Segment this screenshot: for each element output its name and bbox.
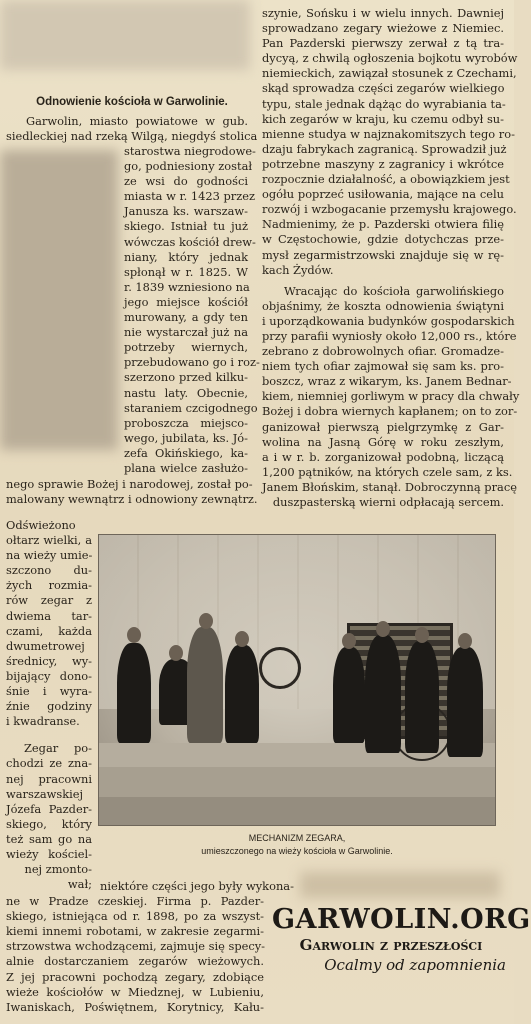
blurred-footer-area xyxy=(300,872,500,898)
text-line: jego miejsce kościół xyxy=(124,294,248,309)
text-line: szerzono przed kilku- xyxy=(124,370,248,385)
text-line: 1,200 pątników, na których czele sam, z ks. xyxy=(262,464,513,479)
text-line: rów zegar z xyxy=(6,593,92,608)
text-line: przebudowano go i roz- xyxy=(124,355,260,370)
text-line: niany, który jednak xyxy=(124,249,248,264)
text-line: i kwadranse. xyxy=(6,714,80,729)
text-line: zebrano z dobrowolnych ofiar. Gromadze- xyxy=(262,344,504,359)
photo-caption xyxy=(100,832,494,858)
photo-step xyxy=(99,767,495,797)
text-line: ganizował pierwszą pielgrzymkę z Gar- xyxy=(262,419,504,434)
caption-title: MECHANIZM ZEGARA, xyxy=(248,833,346,843)
text-line: nego sprawie Bożej i narodowej, został po- xyxy=(6,477,253,491)
text-line: wego, jubilata, ks. Jó- xyxy=(124,430,248,445)
text-line: czami, każda xyxy=(6,623,92,638)
person-figure xyxy=(117,643,151,743)
blurred-image-area xyxy=(0,150,118,450)
text-line: staraniem czcigodnego xyxy=(124,400,258,415)
text-line: objaśnimy, że koszta odnowienia świątyni xyxy=(262,298,504,313)
text-line: chodzi ze zna- xyxy=(6,756,92,771)
person-head xyxy=(169,645,183,661)
blurred-header-area xyxy=(0,0,250,70)
person-figure xyxy=(333,647,365,743)
text-line: miasta w r. 1423 przez xyxy=(124,189,255,204)
text-line: też sam go na xyxy=(6,831,92,846)
text-line: niektóre części jego były wykona- xyxy=(100,879,294,893)
watermark-motto: Ocalmy od zapomnienia xyxy=(324,956,506,974)
text-line: rozwój i wzbogacanie przemysłu krajowego. xyxy=(262,202,517,217)
text-line: r. 1839 wzniesiono na xyxy=(124,279,250,294)
text-line: ze wsi do godności xyxy=(124,174,248,189)
text-line: boszcz, wraz z wikarym, ks. Janem Bednar- xyxy=(262,374,512,389)
text-line: spłonął w r. 1825. W xyxy=(124,264,248,279)
text-line: niem tych ofiar zajmował się sam ks. pro- xyxy=(262,359,504,374)
left-column-top xyxy=(6,114,258,144)
text-line: potrzeby wiernych, xyxy=(124,340,248,355)
text-line: ogółu poprzeć usiłowania, mające na celu xyxy=(262,187,504,202)
text-line: dwiema tar- xyxy=(6,608,92,623)
text-line: go, podniesiony został xyxy=(124,159,253,174)
text-line: Wracając do kościoła garwolińskiego xyxy=(284,283,504,298)
person-head xyxy=(235,631,249,647)
text-line: warszawskiej xyxy=(6,786,84,801)
text-line: typu, stale jednak dążąc do wyrabiania ta- xyxy=(262,96,506,111)
text-line: ne w Pradze czeskiej. Firma p. Pazder- xyxy=(6,894,264,909)
text-line: Odświeżono xyxy=(6,518,76,532)
text-line: Zegar po- xyxy=(24,741,92,756)
text-line: szczono du- xyxy=(6,563,92,578)
text-line: alnie dostarczaniem zegarów wieżowych. xyxy=(6,954,264,969)
text-line: ołtarz wielki, a xyxy=(6,533,92,548)
person-head xyxy=(458,633,472,649)
text-line: malowany wewnątrz i odnowiony zewnątrz. xyxy=(6,492,258,507)
text-line: proboszcza miejsco- xyxy=(124,415,248,430)
text-line: śnie i wyra- xyxy=(6,684,92,699)
text-line: wał; xyxy=(67,877,92,892)
watermark-tagline: Garwolin z przeszłości xyxy=(299,936,483,954)
text-line: szynie, Sońsku i w wielu innych. Dawniej xyxy=(262,6,504,20)
text-line: niemieckich, zawiązał stosunek z Czechami, xyxy=(262,66,517,81)
text-line: skiego. Istniał tu już xyxy=(124,219,248,234)
person-head xyxy=(199,613,213,629)
photo-step xyxy=(99,797,495,825)
text-line: żych rozmia- xyxy=(6,578,92,593)
caption-subtitle: umieszczonego na wieży kościoła w Garwolinie. xyxy=(201,846,393,856)
narrow-column-second xyxy=(6,518,92,892)
watermark-site-name: GARWOLIN.ORG xyxy=(272,904,531,935)
text-line: nastu laty. Obecnie, xyxy=(124,385,248,400)
text-line: w Częstochowie, gdzie dotychczas prze- xyxy=(262,232,504,247)
text-line: skąd sprowadza części zegarów wielkiego xyxy=(262,81,505,96)
person-head xyxy=(342,633,356,649)
person-head xyxy=(127,627,141,643)
left-column-narrow xyxy=(124,144,260,476)
text-line: strzowstwa wchodzącemi, zajmuje się specy- xyxy=(6,939,266,954)
text-line: nej zmonto- xyxy=(24,862,92,877)
text-line: skiego, istniejąca od r. 1898, po za wszyst- xyxy=(6,909,264,924)
text-line: dzaju fabrykach zagranicą. Sprowadził już xyxy=(262,141,507,156)
person-figure xyxy=(187,627,223,743)
person-head xyxy=(376,621,390,637)
text-line: duszpasterską wierni odpłacają sercem. xyxy=(272,495,504,509)
text-line: kich zegarów w kraju, ku czemu odbył su- xyxy=(262,111,504,126)
text-line: Janusza ks. warszaw- xyxy=(124,204,248,219)
text-line: dycyą, z chwilą ogłoszenia bojkotu wyrobów xyxy=(262,51,518,66)
text-line: i uporządkowania budynków gospodarskich xyxy=(262,313,515,328)
person-head xyxy=(415,627,429,643)
text-line: Janem Błońskim, stanął. Dobroczynną pracę xyxy=(262,479,517,494)
text-line: Pan Pazderski pierwszy zerwał z tą tra- xyxy=(262,36,504,51)
bottom-text xyxy=(6,879,294,1015)
article-title: Odnowienie kościoła w Garwolinie. xyxy=(36,96,228,108)
clock-mechanism-photo xyxy=(98,534,496,826)
person-figure xyxy=(365,635,401,753)
text-line: rozpocznie działalność, a obowiązkiem jest xyxy=(262,172,510,187)
person-figure xyxy=(405,641,439,753)
text-line: Garwolin, miasto powiatowe w gub. xyxy=(26,114,248,128)
text-line: mysł zegarmistrzowski znajduje się w rę- xyxy=(262,247,504,262)
text-line: skiego, który xyxy=(6,816,92,831)
text-line: dwumetrowej xyxy=(6,638,85,653)
text-line: Z jej pracowni pochodzą zegary, zdobiące xyxy=(6,969,264,984)
text-line: potrzebne maszyny z zagranicy i wkrótce xyxy=(262,156,504,171)
text-line: wieże kościołów w Miedznej, w Lubieniu, xyxy=(6,984,264,999)
text-line: Iwaniskach, Poświętnem, Korytnicy, Kału- xyxy=(6,999,264,1014)
text-line: murowany, a gdy ten xyxy=(124,310,248,325)
text-line: kiemi innemi robotami, w zakresie zegarmi- xyxy=(6,924,264,939)
left-column-bottom xyxy=(6,477,258,507)
text-line: bijający dono- xyxy=(6,668,92,683)
text-line: nie wystarczał już na xyxy=(124,325,248,340)
text-line: na wieży umie- xyxy=(6,548,93,563)
text-line: nej pracowni xyxy=(6,771,92,786)
text-line: a i w r. b. zorganizował podobną, liczącą xyxy=(262,449,504,464)
text-line: mienne studya w najznakomitszych tego ro- xyxy=(262,126,515,141)
text-line: starostwa niegrodowe- xyxy=(124,144,256,158)
text-line: wolina na Jasną Górę w roku zeszłym, xyxy=(262,434,504,449)
text-line: kach Żydów. xyxy=(262,262,334,277)
text-line: źnie godziny xyxy=(6,699,92,714)
text-line: zefa Okińskiego, ka- xyxy=(124,445,248,460)
text-line xyxy=(6,729,92,741)
text-line: wieży kościel- xyxy=(6,846,92,861)
right-column-top xyxy=(262,6,520,510)
text-line: plana wielce zasłużo- xyxy=(124,460,248,475)
text-line: kiem, niemniej gorliwym w pracy dla chwały xyxy=(262,389,520,404)
text-line: Bożej i dobra wiernych kapłanem; on to zor- xyxy=(262,404,518,419)
person-figure xyxy=(447,647,483,757)
text-line: średnicy, wy- xyxy=(6,653,92,668)
text-line: Nadmienimy, że p. Pazderski otwiera filię xyxy=(262,217,504,232)
text-line: wówczas kościół drew- xyxy=(124,234,256,249)
text-line: sprowadzano zegary wieżowe z Niemiec. xyxy=(262,21,504,36)
text-line: siedleckiej nad rzeką Wilgą, niegdyś stolica xyxy=(6,129,258,144)
text-line: Józefa Pazder- xyxy=(6,801,92,816)
gear-wheel xyxy=(259,647,301,689)
text-line: przy parafii wyniosły około 12,000 rs., które xyxy=(262,328,517,343)
person-figure xyxy=(225,645,259,743)
